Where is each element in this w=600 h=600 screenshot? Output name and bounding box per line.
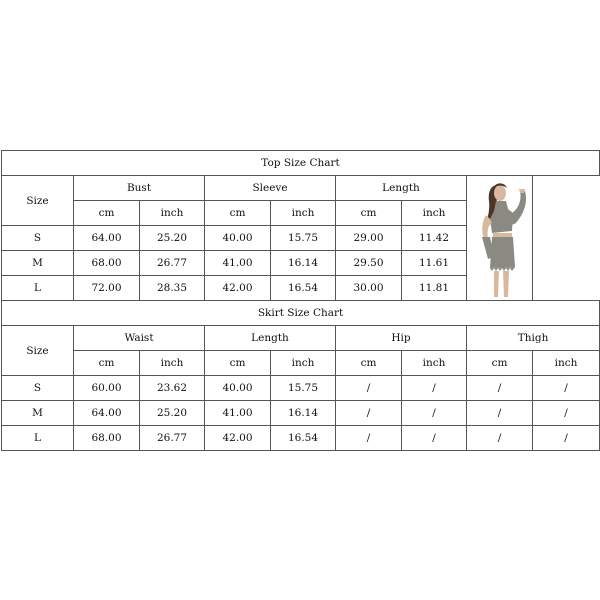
value-cell: 64.00 xyxy=(74,401,140,426)
skirt-group-thigh: Thigh xyxy=(467,326,600,351)
value-cell: 23.62 xyxy=(140,376,205,401)
value-cell: / xyxy=(533,376,600,401)
skirt-row-l xyxy=(2,426,600,451)
value-cell: 11.61 xyxy=(402,251,467,276)
skirt-chart-unit-row xyxy=(2,351,600,376)
unit-cell: cm xyxy=(205,351,271,376)
model-photo xyxy=(468,179,532,297)
value-cell: / xyxy=(336,426,402,451)
value-cell: 42.00 xyxy=(205,276,271,301)
skirt-row-s xyxy=(2,376,600,401)
value-cell: 68.00 xyxy=(74,251,140,276)
value-cell: 15.75 xyxy=(271,226,336,251)
size-cell: M xyxy=(2,251,74,276)
value-cell: 29.00 xyxy=(336,226,402,251)
value-cell: 40.00 xyxy=(205,376,271,401)
unit-cell: inch xyxy=(271,201,336,226)
value-cell: / xyxy=(533,426,600,451)
size-chart-table xyxy=(1,150,600,451)
product-image-cell xyxy=(467,176,533,301)
value-cell: / xyxy=(402,376,467,401)
value-cell: 25.20 xyxy=(140,401,205,426)
value-cell: / xyxy=(467,401,533,426)
unit-cell: cm xyxy=(336,201,402,226)
unit-cell: cm xyxy=(205,201,271,226)
value-cell: 41.00 xyxy=(205,251,271,276)
skirt-row-m xyxy=(2,401,600,426)
value-cell: 68.00 xyxy=(74,426,140,451)
value-cell: 16.14 xyxy=(271,401,336,426)
value-cell: / xyxy=(402,401,467,426)
value-cell: / xyxy=(336,376,402,401)
value-cell: 11.81 xyxy=(402,276,467,301)
unit-cell: inch xyxy=(140,351,205,376)
value-cell: 25.20 xyxy=(140,226,205,251)
size-cell: L xyxy=(2,426,74,451)
value-cell: 72.00 xyxy=(74,276,140,301)
value-cell: 16.54 xyxy=(271,276,336,301)
unit-cell: cm xyxy=(336,351,402,376)
value-cell: / xyxy=(402,426,467,451)
unit-cell: cm xyxy=(467,351,533,376)
unit-cell: cm xyxy=(74,351,140,376)
value-cell: 26.77 xyxy=(140,251,205,276)
model-legs xyxy=(494,271,499,297)
unit-cell: inch xyxy=(140,201,205,226)
skirt-size-header: Size xyxy=(2,326,74,376)
skirt-group-length: Length xyxy=(205,326,336,351)
skirt-group-hip: Hip xyxy=(336,326,467,351)
value-cell: 60.00 xyxy=(74,376,140,401)
model-sleeve-arm xyxy=(512,191,526,225)
value-cell: 29.50 xyxy=(336,251,402,276)
value-cell: / xyxy=(533,401,600,426)
top-group-length: Length xyxy=(336,176,467,201)
top-group-sleeve: Sleeve xyxy=(205,176,336,201)
unit-cell: inch xyxy=(402,351,467,376)
value-cell: 42.00 xyxy=(205,426,271,451)
value-cell: 30.00 xyxy=(336,276,402,301)
size-cell: S xyxy=(2,376,74,401)
value-cell: 16.54 xyxy=(271,426,336,451)
skirt-group-waist: Waist xyxy=(74,326,205,351)
value-cell: 41.00 xyxy=(205,401,271,426)
value-cell: 28.35 xyxy=(140,276,205,301)
size-cell: M xyxy=(2,401,74,426)
skirt-chart-title: Skirt Size Chart xyxy=(2,301,600,326)
top-size-header: Size xyxy=(2,176,74,226)
unit-cell: inch xyxy=(402,201,467,226)
skirt-chart-title-row xyxy=(2,301,600,326)
value-cell: / xyxy=(467,376,533,401)
value-cell: 64.00 xyxy=(74,226,140,251)
skirt-chart-group-row xyxy=(2,326,600,351)
value-cell: 11.42 xyxy=(402,226,467,251)
value-cell: / xyxy=(336,401,402,426)
top-group-bust: Bust xyxy=(74,176,205,201)
unit-cell: inch xyxy=(271,351,336,376)
unit-cell: cm xyxy=(74,201,140,226)
size-cell: L xyxy=(2,276,74,301)
model-head xyxy=(494,185,506,201)
top-chart-title-row xyxy=(2,151,600,176)
model-skirt xyxy=(490,237,515,268)
value-cell: 16.14 xyxy=(271,251,336,276)
unit-cell: inch xyxy=(533,351,600,376)
top-chart-group-row xyxy=(2,176,600,201)
value-cell: / xyxy=(467,426,533,451)
value-cell: 40.00 xyxy=(205,226,271,251)
size-chart-sheet xyxy=(0,150,599,450)
value-cell: 15.75 xyxy=(271,376,336,401)
top-chart-title: Top Size Chart xyxy=(2,151,600,176)
value-cell: 26.77 xyxy=(140,426,205,451)
size-cell: S xyxy=(2,226,74,251)
